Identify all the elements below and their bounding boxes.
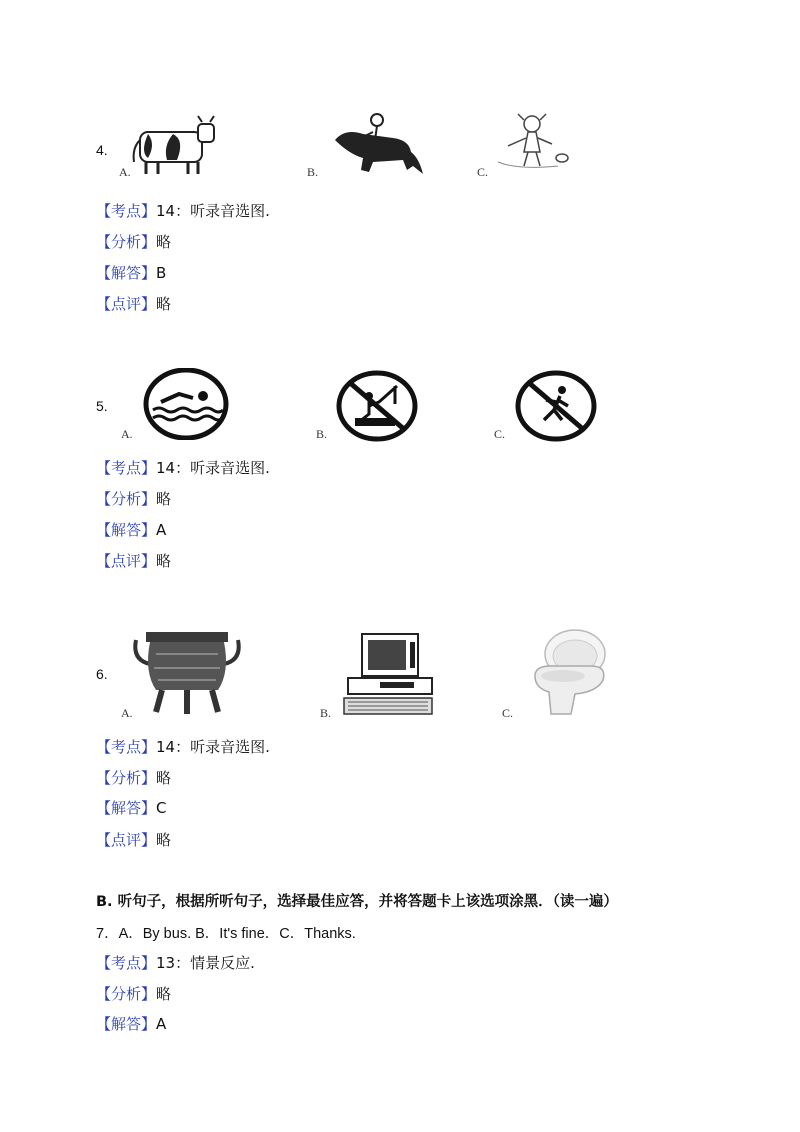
option-c-label: C. [502,706,514,720]
fenxi-value: 略 [156,769,172,787]
kaodian-line [96,201,270,221]
cow-picture [118,112,228,180]
question-number: 4. [96,142,108,158]
jieda-line [96,1014,166,1034]
option-b-label: B. [320,706,332,720]
fenxi-line [96,489,171,509]
question-7-text: 7．A．By bus. B．It's fine．C．Thanks. [96,926,356,942]
jieda-label: 【解答】 [96,799,157,817]
jieda-value: A [156,1015,167,1033]
fenxi-label: 【分析】 [96,233,157,251]
kaodian-line [96,953,255,973]
jieda-value: A [156,521,167,539]
child-cat-picture [490,110,580,180]
jieda-label: 【解答】 [96,521,157,539]
jieda-line [96,798,167,818]
fenxi-line [96,984,171,1004]
question-number: 6. [96,666,108,682]
kaodian-label: 【考点】 [96,202,157,220]
option-a-label: A. [121,706,133,720]
question-number: 5. [96,398,108,414]
option-a-label: A. [121,427,133,441]
section-b-title: B. 听句子，根据所听句子，选择最佳应答，并将答题卡上该选项涂黑．（读一遍） [96,894,618,910]
dianping-label: 【点评】 [96,552,157,570]
fenxi-label: 【分析】 [96,490,157,508]
fenxi-value: 略 [156,490,172,508]
option-b-label: B. [307,165,319,179]
dianping-line [96,294,171,314]
jieda-label: 【解答】 [96,1015,157,1033]
kaodian-label: 【考点】 [96,459,157,477]
dianping-line [96,830,171,850]
option-c-label: C. [477,165,489,179]
dianping-label: 【点评】 [96,831,157,849]
option-b-label: B. [316,427,328,441]
dianping-value: 略 [156,295,172,313]
kaodian-value: 14：听录音选图. [156,459,270,477]
jieda-line [96,520,166,540]
horse-rider-picture [325,110,425,180]
jieda-value: B [156,264,167,282]
fenxi-value: 略 [156,985,172,1003]
kaodian-line [96,458,270,478]
no-running-sign-picture [514,370,598,442]
swimming-sign-picture [143,368,229,440]
option-a-label: A. [119,165,131,179]
option-c-label: C. [494,427,506,441]
dianping-value: 略 [156,831,172,849]
kaodian-label: 【考点】 [96,738,157,756]
fenxi-label: 【分析】 [96,769,157,787]
dianping-value: 略 [156,552,172,570]
kaodian-label: 【考点】 [96,954,157,972]
kaodian-value: 14：听录音选图. [156,202,270,220]
fenxi-line [96,768,171,788]
no-fishing-sign-picture [335,370,419,442]
fenxi-value: 略 [156,233,172,251]
kaodian-value: 14：听录音选图. [156,738,270,756]
toilet-picture [523,626,613,720]
kaodian-value: 13：情景反应. [156,954,255,972]
jieda-value: C [156,799,167,817]
bronze-vessel-picture [132,628,242,718]
dianping-label: 【点评】 [96,295,157,313]
dianping-line [96,551,171,571]
kaodian-line [96,737,270,757]
fenxi-label: 【分析】 [96,985,157,1003]
jieda-line [96,263,166,283]
computer-picture [340,632,436,718]
jieda-label: 【解答】 [96,264,157,282]
fenxi-line [96,232,171,252]
